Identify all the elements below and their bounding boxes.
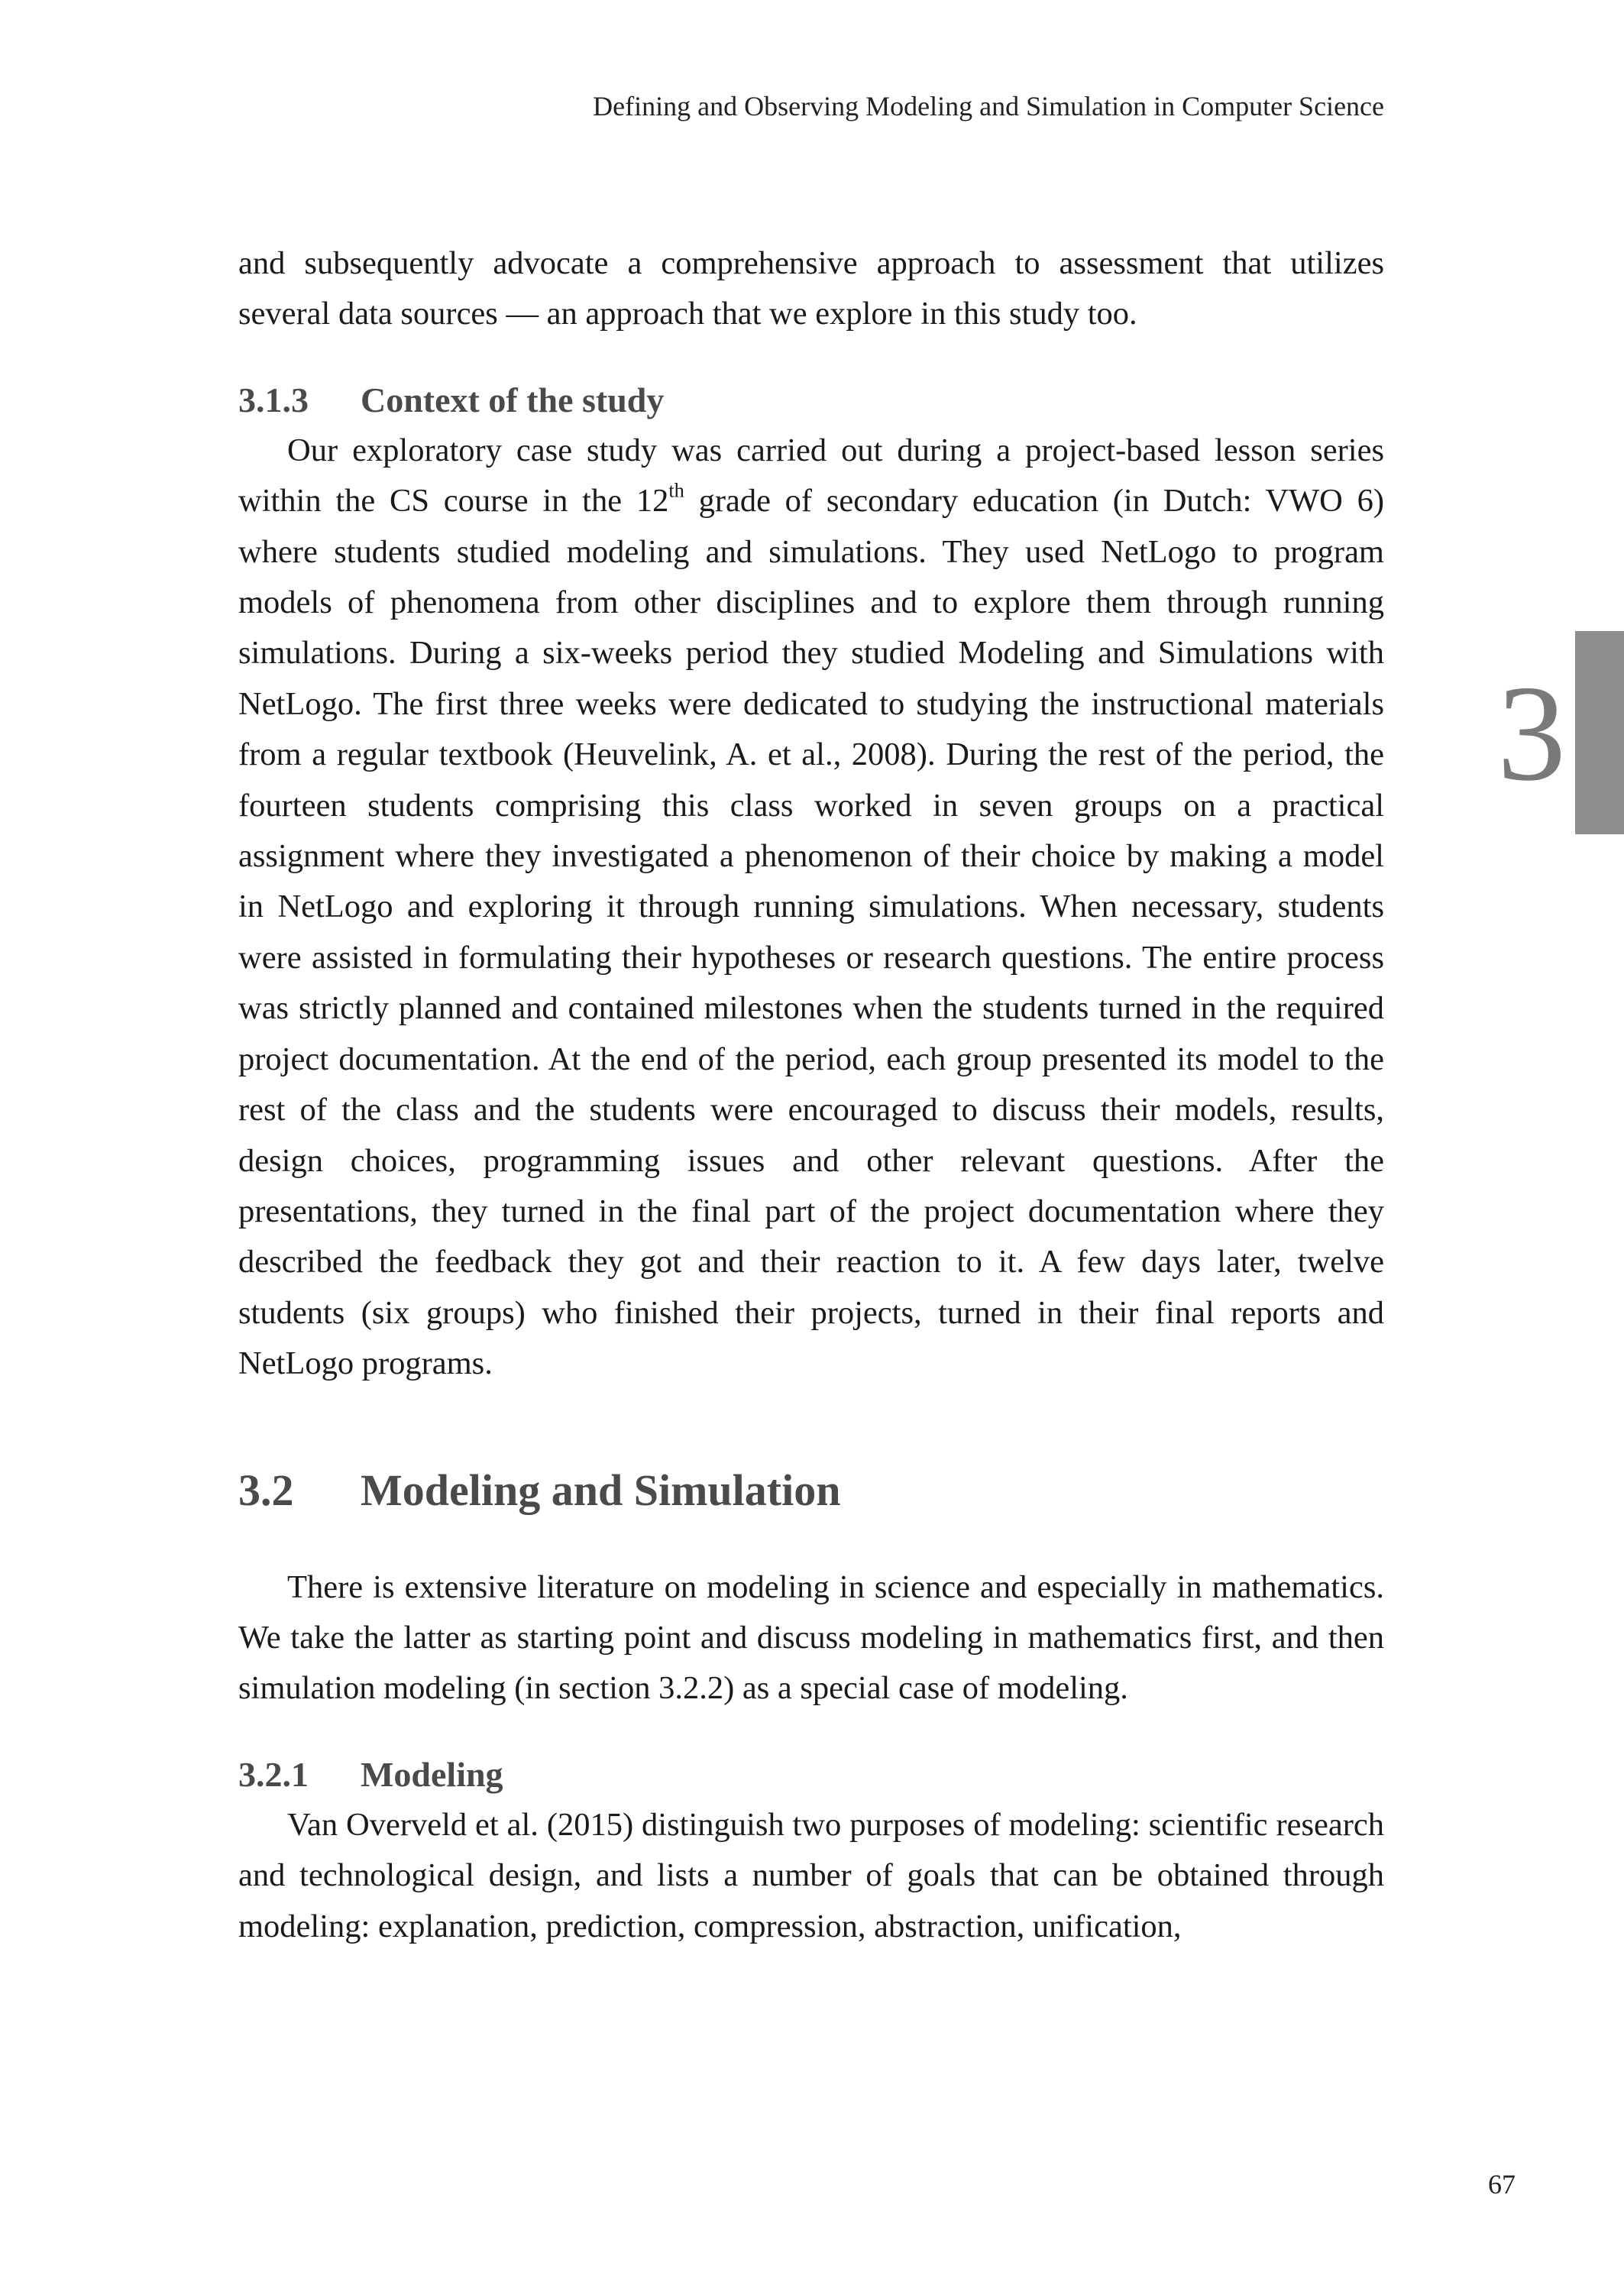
- section-intro-paragraph: There is extensive literature on modeling in science and especially in mathematics. We take the latter as starting point and discuss modeling in mathematics first, and then simulation modeling (in section 3.2.2) as a special case of modeling.: [238, 1568, 1384, 1707]
- subsection-title: Modeling: [361, 1754, 503, 1794]
- context-paragraph: [238, 426, 1384, 1390]
- chapter-number: 3: [1497, 657, 1566, 809]
- section-number: 3.2: [238, 1465, 294, 1515]
- context-paragraph-rest: grade of secondary education (in Dutch: VWO 6) where students studied modeling and simulations. They used NetLogo to program models of phenomena from other disciplines and to explore them through running simulations. During a six-weeks period they studied Modeling and Simulations with NetLogo. The first three weeks were dedicated to studying the instructional materials from a regular textbook (Heuvelink, A. et al., 2008). During the rest of the period, the fourteen students comprising this class worked in seven groups on a practical assignment where they investigated a phenomenon of their choice by making a model in NetLogo and exploring it through running simulations. When necessary, students were assisted in formulating their hypotheses or research questions. The entire process was strictly planned and contained milestones when the students turned in the required project documentation. At the end of the period, each group presented its model to the rest of the class and the students were encouraged to discuss their models, results, design choices, programming issues and other relevant questions. After the presentations, they turned in the final part of the project documentation where they described the feedback they got and their reaction to it. A few days later, twelve students (six groups) who finished their projects, turned in their final reports and NetLogo programs.: [238, 483, 1384, 1382]
- section-title: Modeling and Simulation: [361, 1465, 841, 1515]
- subsection-title: Context of the study: [361, 380, 665, 419]
- ordinal-superscript: th: [668, 479, 684, 502]
- subsection-number: 3.1.3: [238, 380, 309, 419]
- context-paragraph-start: Our exploratory case study was carried out during a project-based lesson series within the CS course in the 12: [238, 432, 1384, 520]
- subsection-heading-3-2-1: [238, 1750, 1384, 1800]
- subsection-number: 3.2.1: [238, 1754, 309, 1794]
- running-header: Defining and Observing Modeling and Simulation in Computer Science: [593, 91, 1384, 121]
- section-heading-3-2: [238, 1460, 1384, 1521]
- page-number: 67: [1488, 2169, 1516, 2200]
- modeling-paragraph: Van Overveld et al. (2015) distinguish two purposes of modeling: scientific research and technological design, and lists a number of goals that can be obtained through modeling: explanation, prediction, compression, abstraction, unification,: [238, 1806, 1384, 1944]
- page-body: [238, 238, 1384, 1952]
- subsection-heading-3-1-3: [238, 375, 1384, 426]
- chapter-tab-marker: [1575, 631, 1624, 834]
- continued-paragraph: and subsequently advocate a comprehensive approach to assessment that utilizes several data sources — an approach that we explore in this study too.: [238, 245, 1384, 332]
